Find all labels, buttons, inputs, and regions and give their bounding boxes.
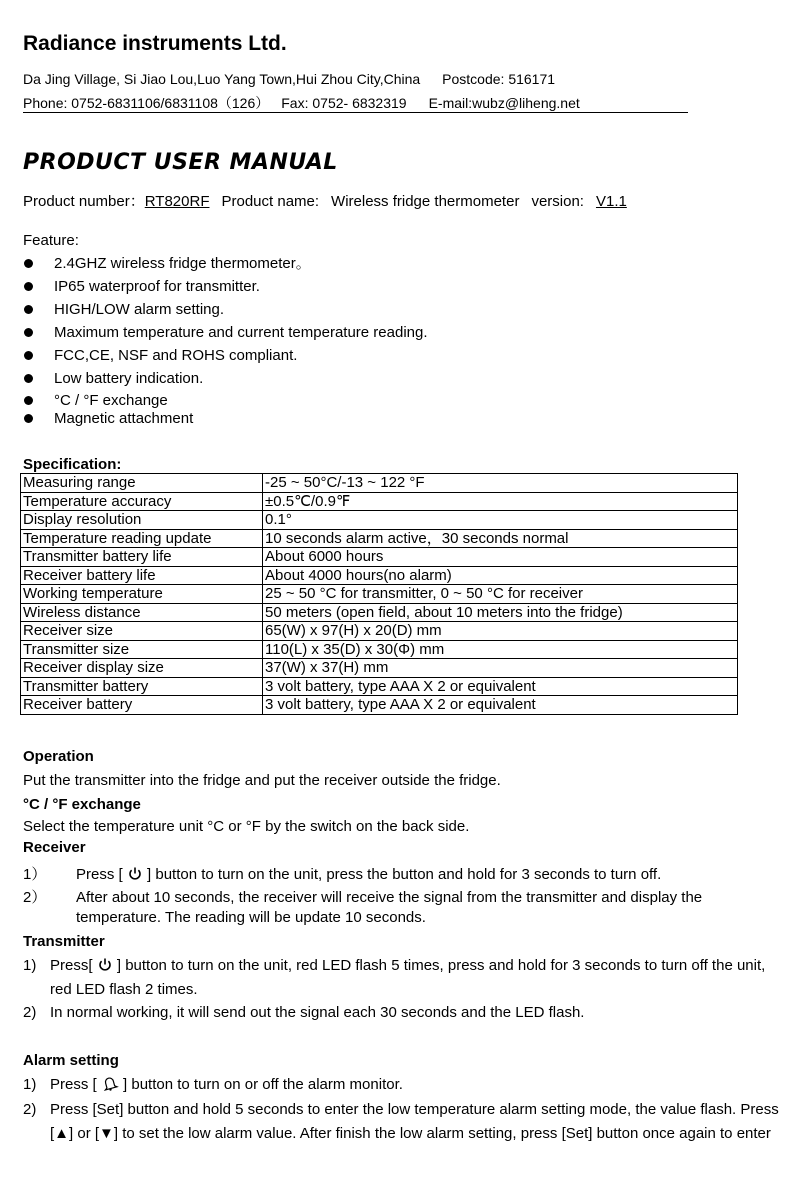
- bullet-icon: [24, 305, 33, 314]
- receiver-step-2-cont: temperature. The reading will be update 10 seconds.: [76, 909, 426, 926]
- table-row: Transmitter size 110(L) x 35(D) x 30(Φ) mm: [21, 640, 738, 659]
- table-row: Working temperature 25 ~ 50 °C for transmitter, 0 ~ 50 °C for receiver: [21, 585, 738, 604]
- transmitter-step-1: 1) Press[ ] button to turn on the unit, red LED flash 5 times, press and hold for 3 seconds to turn off the unit,: [23, 957, 766, 974]
- feature-item: Low battery indication.: [23, 370, 428, 387]
- table-row: Temperature accuracy ±0.5℃/0.9℉: [21, 492, 738, 511]
- product-info-line: [23, 190, 627, 211]
- feature-item: °C / °F exchange: [23, 392, 428, 409]
- feature-list: [23, 255, 428, 427]
- bullet-icon: [24, 328, 33, 337]
- transmitter-step-1-cont: red LED flash 2 times.: [50, 981, 198, 998]
- bullet-icon: [24, 351, 33, 360]
- power-icon: [127, 866, 143, 881]
- table-row: Display resolution 0.1°: [21, 511, 738, 530]
- company-postcode: Postcode: 516171: [442, 71, 556, 87]
- feature-item: FCC,CE, NSF and ROHS compliant.: [23, 347, 428, 364]
- bell-icon: [101, 1076, 119, 1091]
- product-name-label: Product name:: [221, 193, 320, 210]
- company-name: Radiance instruments Ltd.: [23, 32, 287, 55]
- company-address: Da Jing Village, Si Jiao Lou,Luo Yang Town,Hui Zhou City,China: [23, 71, 421, 87]
- specification-table: [20, 473, 738, 715]
- product-number: RT820RF: [144, 193, 210, 210]
- transmitter-heading: Transmitter: [23, 933, 105, 950]
- table-row: Receiver display size 37(W) x 37(H) mm: [21, 659, 738, 678]
- receiver-step-1: 1） Press [ ] button to turn on the unit, press the button and hold for 3 seconds to turn off.: [23, 866, 662, 883]
- manual-title: PRODUCT USER MANUAL: [23, 150, 338, 175]
- operation-text: Put the transmitter into the fridge and put the receiver outside the fridge.: [23, 772, 501, 789]
- table-row: Temperature reading update 10 seconds alarm active，30 seconds normal: [21, 529, 738, 548]
- feature-item: 2.4GHZ wireless fridge thermometer。: [23, 255, 428, 272]
- receiver-heading: Receiver: [23, 839, 86, 856]
- alarm-step-1: 1) Press [ ] button to turn on or off the alarm monitor.: [23, 1076, 403, 1093]
- table-row: Measuring range -25 ~ 50°C/-13 ~ 122 °F: [21, 474, 738, 493]
- bullet-icon: [24, 374, 33, 383]
- table-row: Receiver size 65(W) x 97(H) x 20(D) mm: [21, 622, 738, 641]
- version-value: V1.1: [595, 193, 627, 210]
- table-row: Transmitter battery life About 6000 hours: [21, 548, 738, 567]
- table-row: Receiver battery 3 volt battery, type AAA X 2 or equivalent: [21, 696, 738, 715]
- company-fax: Fax: 0752- 6832319: [281, 95, 407, 111]
- specification-heading: Specification:: [23, 456, 122, 473]
- company-address-line: [23, 71, 555, 87]
- feature-item: IP65 waterproof for transmitter.: [23, 278, 428, 295]
- alarm-step-2: 2) Press [Set] button and hold 5 seconds to enter the low temperature alarm setting mode, the value flash. Press: [23, 1101, 779, 1118]
- alarm-step-2-cont: [▲] or [▼] to set the low alarm value. After finish the low alarm setting, press [Set] button once again to enter: [50, 1125, 771, 1142]
- unit-exchange-text: Select the temperature unit °C or °F by the switch on the back side.: [23, 818, 470, 835]
- bullet-icon: [24, 396, 33, 405]
- version-label: version:: [531, 193, 584, 210]
- receiver-step-2: 2） After about 10 seconds, the receiver will receive the signal from the transmitter and display the: [23, 889, 703, 906]
- company-phone: Phone: 0752-6831106/6831108（126）: [23, 95, 270, 111]
- operation-heading: Operation: [23, 748, 94, 765]
- unit-exchange-heading: °C / °F exchange: [23, 796, 141, 813]
- product-number-label: Product number：: [23, 193, 145, 210]
- table-row: Receiver battery life About 4000 hours(no alarm): [21, 566, 738, 585]
- company-email: E-mail:wubz@liheng.net: [428, 95, 580, 111]
- product-name: Wireless fridge thermometer: [331, 193, 520, 210]
- bullet-icon: [24, 414, 33, 423]
- transmitter-step-2: 2) In normal working, it will send out the signal each 30 seconds and the LED flash.: [23, 1004, 585, 1021]
- bullet-icon: [24, 282, 33, 291]
- power-icon: [97, 957, 113, 972]
- feature-heading: Feature:: [23, 232, 79, 249]
- feature-item: HIGH/LOW alarm setting.: [23, 301, 428, 318]
- table-row: Wireless distance 50 meters (open field, about 10 meters into the fridge): [21, 603, 738, 622]
- table-row: Transmitter battery 3 volt battery, type AAA X 2 or equivalent: [21, 677, 738, 696]
- feature-item: Maximum temperature and current temperature reading.: [23, 324, 428, 341]
- feature-item: Magnetic attachment: [23, 410, 428, 427]
- company-contact-line: [23, 95, 688, 113]
- alarm-heading: Alarm setting: [23, 1052, 119, 1069]
- bullet-icon: [24, 259, 33, 268]
